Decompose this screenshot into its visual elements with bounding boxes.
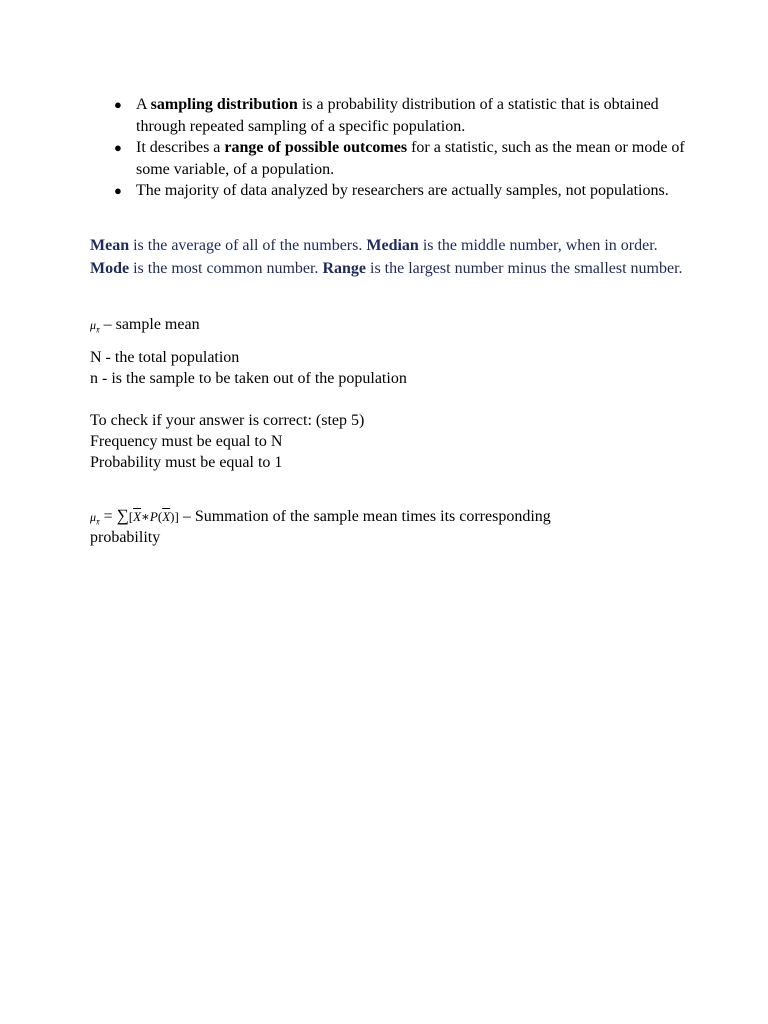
sample-mean-line [90,314,200,340]
bullet-item-range-of-outcomes [114,137,696,180]
range-definition: is the largest number minus the smallest number. [366,260,683,277]
bullet-icon: ● [114,183,122,198]
bullet-text: It describes a [136,139,225,156]
mode-term: Mode [90,260,130,277]
bullet-text: for a statistic, such as the mean or mode of some variable, of a population. [136,139,685,178]
median-term: Median [366,237,419,254]
formula-mu-symbol: $\mu_{x̄}$ [90,510,100,527]
bullet-text: A [136,96,151,113]
check-frequency: Frequency must be equal to N [90,433,283,450]
mu-symbol: $\mu_{x̄}$ [90,318,100,335]
formula-equals: = [99,508,117,525]
bullet-text: The majority of data analyzed by researchers are actually samples, not populations. [136,182,669,199]
bullet-list [114,94,696,202]
bullet-item-samples-not-populations [114,180,696,202]
check-probability: Probability must be equal to 1 [90,454,283,471]
check-heading: To check if your answer is correct: (step 5) [90,412,365,429]
formula-description-cont: probability [90,529,161,546]
mean-definition: is the average of all of the numbers. [129,237,367,254]
sample-mean-label: – sample mean [99,316,200,333]
bullet-bold-term: sampling distribution [150,96,298,113]
population-n-line: n - is the sample to be taken out of the population [90,370,407,387]
formula-description: – Summation of the sample mean times its corresponding [178,508,551,525]
bullet-text: is a probability distribution of a statistic that is obtained through repeated sampling of a specific population. [136,96,659,135]
mean-term: Mean [90,237,130,254]
range-term: Range [322,260,366,277]
formula-expression: $[\overline{X}∗P(\overline{X})]$ [128,509,179,524]
mode-definition: is the most common number. [129,260,323,277]
median-definition: is the middle number, when in order. [418,237,658,254]
population-N-line: N - the total population [90,349,240,366]
definitions-paragraph [90,234,690,280]
bullet-icon: ● [114,97,122,112]
bullet-icon: ● [114,140,122,155]
bullet-item-sampling-distribution [114,94,696,137]
bullet-bold-term: range of possible outcomes [224,139,408,156]
formula-sigma: ∑ [116,506,129,525]
